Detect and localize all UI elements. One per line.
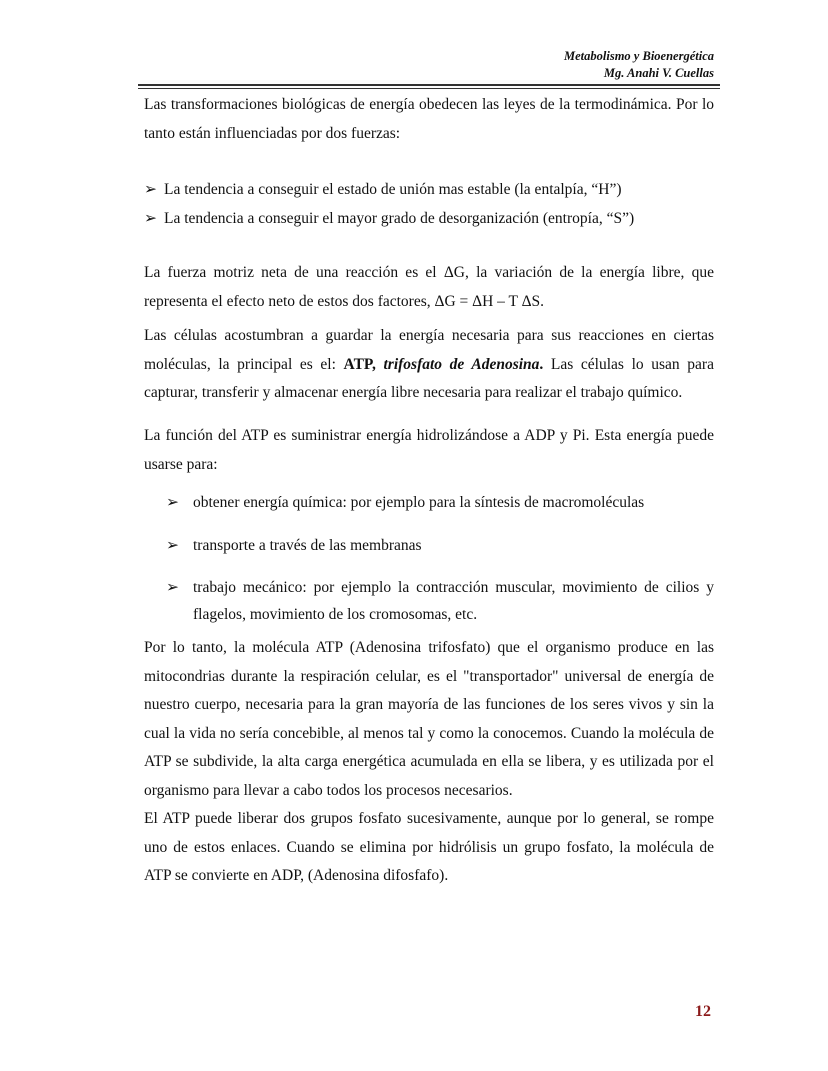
- header-title: Metabolismo y Bioenergética: [564, 49, 714, 63]
- header-author: Mg. Anahi V. Cuellas: [603, 66, 714, 80]
- paragraph-atp-function: [144, 422, 714, 479]
- arrow-bullet-icon: ➢: [166, 537, 179, 554]
- atp-name-italic: trifosfato de Adenosina: [375, 355, 540, 373]
- header-rule: [138, 84, 720, 89]
- page-number: 12: [695, 1003, 711, 1020]
- bullet-text: transporte a través de las membranas: [193, 537, 422, 554]
- arrow-bullet-icon: ➢: [144, 181, 157, 198]
- bullet-item: [166, 532, 714, 559]
- atp-bold: ATP,: [343, 355, 376, 373]
- bullet-text: trabajo mecánico: por ejemplo la contracción muscular, movimiento de cilios y flagelos, movimiento de los cromosomas, etc.: [193, 579, 714, 623]
- period: .: [539, 355, 544, 373]
- paragraph-text: Las transformaciones biológicas de energía obedecen las leyes de la termodinámica. Por lo tanto están influenciadas por dos fuerzas:: [144, 96, 714, 142]
- paragraph-text: El ATP puede liberar dos grupos fosfato sucesivamente, aunque por lo general, se rompe uno de estos enlaces. Cuando se elimina por hidrólisis un grupo fosfato, la molécula de ATP se convierte en ADP, (Adenosina difosfafo).: [144, 810, 714, 884]
- paragraph-text: Las células acostumbran a guardar la energía necesaria para sus reacciones en ciertas moléculas, la principal es el:: [144, 327, 714, 373]
- bullet-item: [144, 205, 634, 234]
- bullet-text: La tendencia a conseguir el mayor grado de desorganización (entropía, “S”): [164, 210, 635, 227]
- paragraph-text: Las células lo usan para capturar, transferir y almacenar energía libre necesaria para realizar el trabajo químico.: [144, 355, 714, 401]
- bullet-text: La tendencia a conseguir el estado de unión mas estable (la entalpía, “H”): [164, 181, 622, 198]
- paragraph-atp: [144, 322, 714, 408]
- bullet-text: obtener energía química: por ejemplo para la síntesis de macromoléculas: [193, 494, 645, 511]
- paragraph-text: La función del ATP es suministrar energía hidrolizándose a ADP y Pi. Esta energía puede usarse para:: [144, 427, 714, 473]
- paragraph-text: La fuerza motriz neta de una reacción es el ΔG, la variación de la energía libre, que representa el efecto neto de estos dos factores, ΔG = ΔH – T ΔS.: [144, 264, 714, 310]
- arrow-bullet-icon: ➢: [144, 210, 157, 227]
- bullet-item: [166, 574, 714, 628]
- paragraph-text: Por lo tanto, la molécula ATP (Adenosina trifosfato) que el organismo produce en las mitocondrias durante la respiración celular, es el "transportador" universal de energía de nuestro cuerpo, necesaria para la gran mayoría de las funciones de los seres vivos y sin la cual la vida no sería concebible, al menos tal y como la conocemos. Cuando la molécula de ATP se subdivide, la alta carga energética acumulada en ella se libera, y es utilizada por el organismo para llevar a cabo todos los procesos necesarios.: [144, 639, 714, 799]
- bullet-item: [166, 489, 714, 516]
- arrow-bullet-icon: ➢: [166, 494, 179, 511]
- paragraph-gibbs: [144, 259, 714, 316]
- bullet-item: [144, 176, 622, 205]
- arrow-bullet-icon: ➢: [166, 579, 179, 596]
- paragraph-atp-transport: [144, 634, 714, 891]
- running-header: [564, 48, 714, 82]
- paragraph-intro: [144, 91, 714, 148]
